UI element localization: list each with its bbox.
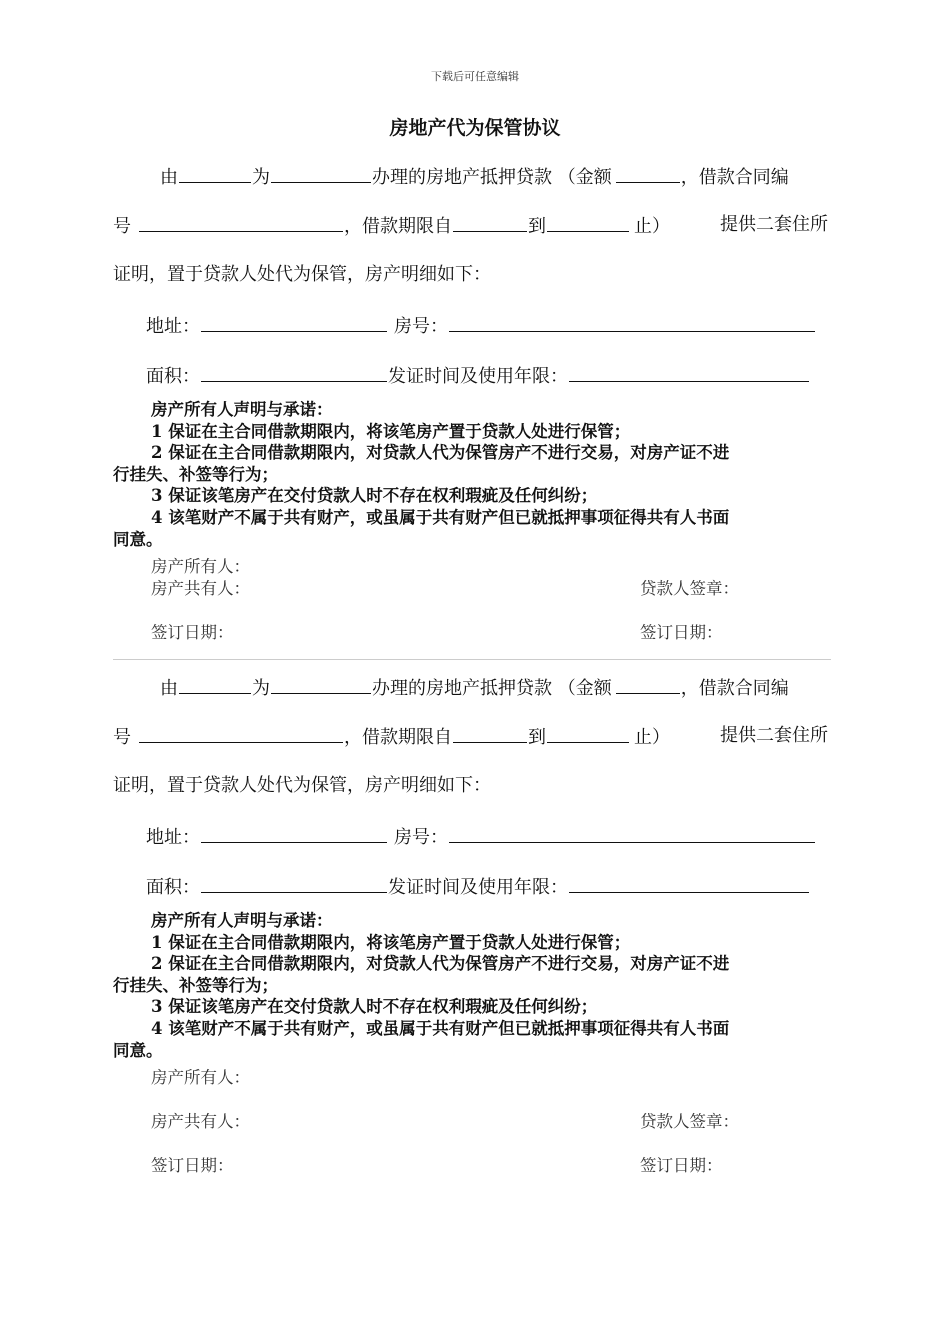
declaration-item-1: 1 保证在主合同借款期限内，将该笔房产置于贷款人处进行保管； [151, 932, 631, 952]
sig-date-left: 签订日期： [151, 1156, 234, 1175]
blank-area[interactable] [201, 874, 387, 893]
declaration-heading: 房产所有人声明与承诺： [151, 400, 333, 419]
declaration-heading: 房产所有人声明与承诺： [151, 911, 333, 930]
text-end: 止） [634, 727, 670, 748]
blank-room[interactable] [449, 313, 815, 332]
declaration [113, 399, 838, 550]
text-period-from: ，借款期限自 [344, 727, 452, 748]
declaration-item-2b: 行挂失、补签等行为； [113, 975, 278, 995]
label-area: 面积： [146, 366, 200, 387]
sig-lender: 贷款人签章： [640, 1112, 739, 1131]
label-area: 面积： [146, 877, 200, 898]
intro-line-3: 证明，置于贷款人处代为保管，房产明细如下： [113, 775, 491, 796]
blank-end-date[interactable] [547, 213, 629, 232]
blank-start-date[interactable] [453, 724, 527, 743]
text-you: 由 [160, 167, 178, 188]
blank-area[interactable] [201, 363, 387, 382]
text-contract: ，借款合同编 [680, 678, 789, 699]
text-process: 办理的房地产抵押贷款 （金额 [372, 167, 612, 188]
intro-provide: 提供二套住所 [720, 214, 828, 235]
blank-borrower[interactable] [179, 164, 251, 183]
text-end: 止） [634, 216, 670, 237]
declaration-item-1: 1 保证在主合同借款期限内，将该笔房产置于贷款人处进行保管； [151, 421, 631, 441]
intro-line-2 [113, 724, 670, 750]
blank-end-date[interactable] [547, 724, 629, 743]
section-divider [113, 659, 831, 660]
blank-room[interactable] [449, 824, 815, 843]
header-note: 下载后可任意编辑 [431, 70, 519, 83]
blank-contract-no[interactable] [139, 724, 343, 743]
text-to: 到 [528, 727, 546, 748]
text-for: 为 [252, 678, 270, 699]
declaration-item-4a: 4 该笔财产不属于共有财产，或虽属于共有财产但已就抵押事项征得共有人书面 [151, 1018, 730, 1038]
blank-address[interactable] [201, 824, 387, 843]
declaration-item-4b: 同意。 [113, 1040, 163, 1060]
intro-line-1 [160, 675, 789, 701]
declaration-item-4a: 4 该笔财产不属于共有财产，或虽属于共有财产但已就抵押事项征得共有人书面 [151, 507, 730, 527]
address-row [146, 824, 816, 850]
blank-contract-no[interactable] [139, 213, 343, 232]
intro-line-1 [160, 164, 789, 190]
sig-owner: 房产所有人： [151, 557, 250, 576]
intro-line-3: 证明，置于贷款人处代为保管，房产明细如下： [113, 264, 491, 285]
sig-date-left: 签订日期： [151, 623, 234, 642]
sig-lender: 贷款人签章： [640, 579, 739, 598]
text-for: 为 [252, 167, 270, 188]
document-title: 房地产代为保管协议 [389, 117, 561, 139]
text-to: 到 [528, 216, 546, 237]
blank-address[interactable] [201, 313, 387, 332]
intro-provide: 提供二套住所 [720, 725, 828, 746]
sig-co-owner: 房产共有人： [151, 1112, 250, 1131]
label-issue: 发证时间及使用年限： [388, 366, 568, 387]
label-issue: 发证时间及使用年限： [388, 877, 568, 898]
text-no: 号 [113, 727, 131, 748]
text-contract: ，借款合同编 [680, 167, 789, 188]
area-row [146, 874, 810, 900]
declaration-item-3: 3 保证该笔房产在交付贷款人时不存在权利瑕疵及任何纠纷； [151, 997, 598, 1017]
blank-amount[interactable] [616, 164, 680, 183]
area-row [146, 363, 810, 389]
intro-line-2 [113, 213, 670, 239]
declaration [113, 910, 838, 1061]
label-room: 房号： [394, 827, 448, 848]
blank-owner[interactable] [271, 164, 371, 183]
blank-owner[interactable] [271, 675, 371, 694]
text-period-from: ，借款期限自 [344, 216, 452, 237]
declaration-item-4b: 同意。 [113, 529, 163, 549]
label-address: 地址： [146, 316, 200, 337]
text-you: 由 [160, 678, 178, 699]
label-address: 地址： [146, 827, 200, 848]
sig-date-right: 签订日期： [640, 623, 723, 642]
sig-owner: 房产所有人： [151, 1068, 250, 1087]
text-no: 号 [113, 216, 131, 237]
declaration-item-3: 3 保证该笔房产在交付贷款人时不存在权利瑕疵及任何纠纷； [151, 486, 598, 506]
declaration-item-2a: 2 保证在主合同借款期限内，对贷款人代为保管房产不进行交易，对房产证不进 [151, 954, 730, 974]
text-process: 办理的房地产抵押贷款 （金额 [372, 678, 612, 699]
blank-amount[interactable] [616, 675, 680, 694]
declaration-item-2a: 2 保证在主合同借款期限内，对贷款人代为保管房产不进行交易，对房产证不进 [151, 443, 730, 463]
sig-date-right: 签订日期： [640, 1156, 723, 1175]
declaration-item-2b: 行挂失、补签等行为； [113, 464, 278, 484]
sig-co-owner: 房产共有人： [151, 579, 250, 598]
blank-start-date[interactable] [453, 213, 527, 232]
blank-issue[interactable] [569, 363, 809, 382]
blank-issue[interactable] [569, 874, 809, 893]
address-row [146, 313, 816, 339]
label-room: 房号： [394, 316, 448, 337]
blank-borrower[interactable] [179, 675, 251, 694]
